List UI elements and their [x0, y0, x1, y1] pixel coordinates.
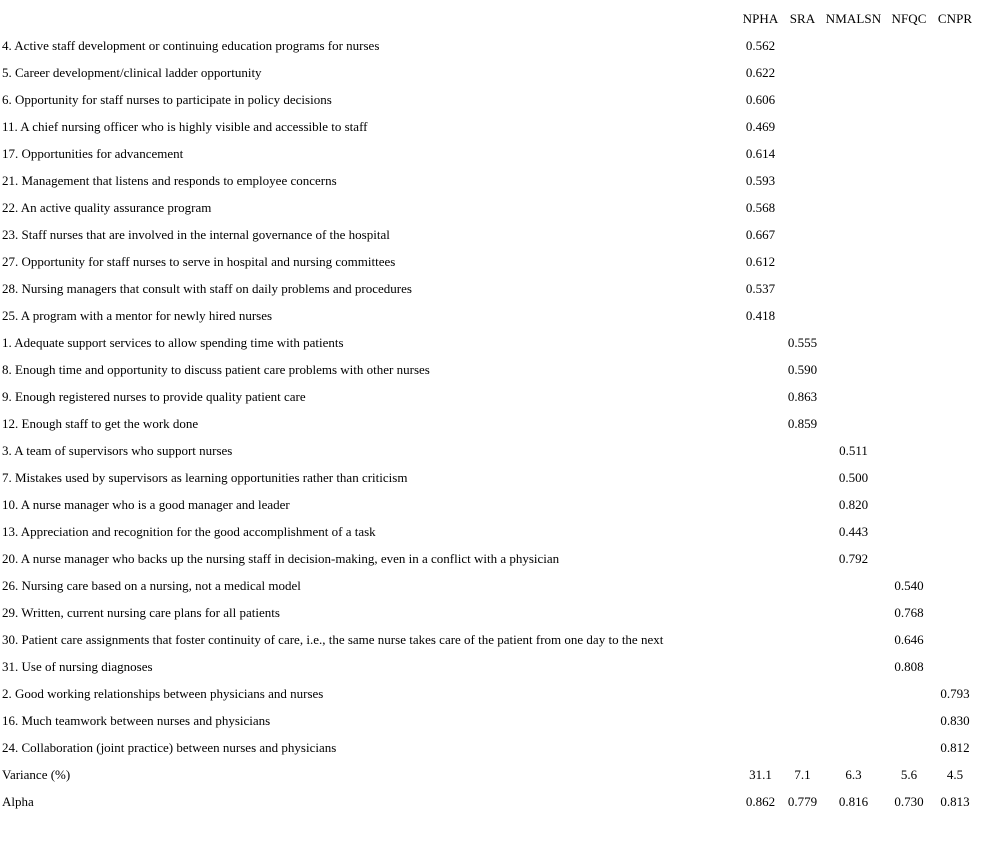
cell-nmalsn [821, 599, 886, 626]
cell-npha: 0.606 [745, 91, 776, 107]
cell-nfqc [886, 140, 932, 167]
cell-sra [784, 680, 821, 707]
cell-cnpr [932, 221, 978, 248]
cell-cnpr: 0.830 [940, 712, 970, 728]
cell-nfqc [886, 302, 932, 329]
cell-sra: 0.779 [787, 793, 818, 809]
cell-sra [784, 437, 821, 464]
table-row [2, 59, 978, 86]
row-label: 9. Enough registered nurses to provide quality patient care [2, 388, 306, 404]
cell-nfqc: 0.730 [894, 793, 924, 809]
cell-npha: 0.622 [745, 64, 776, 80]
cell-nmalsn [821, 680, 886, 707]
cell-cnpr [932, 167, 978, 194]
cell-nfqc [886, 680, 932, 707]
cell-cnpr [932, 626, 978, 653]
table-row [2, 86, 978, 113]
cell-nmalsn [821, 140, 886, 167]
cell-cnpr [932, 491, 978, 518]
table-row [2, 437, 978, 464]
table-row [2, 626, 978, 653]
cell-cnpr [932, 275, 978, 302]
cell-nmalsn [821, 248, 886, 275]
cell-cnpr [932, 464, 978, 491]
cell-nfqc [886, 491, 932, 518]
cell-cnpr: 4.5 [946, 766, 964, 782]
table-row [2, 383, 978, 410]
cell-cnpr: 0.813 [940, 793, 970, 809]
cell-cnpr [932, 140, 978, 167]
cell-nmalsn [821, 410, 886, 437]
table-row [2, 545, 978, 572]
cell-nmalsn [821, 383, 886, 410]
row-label: 28. Nursing managers that consult with staff on daily problems and procedures [2, 280, 412, 296]
cell-npha: 0.568 [745, 199, 776, 215]
cell-sra: 0.859 [787, 415, 818, 431]
cell-nfqc [886, 410, 932, 437]
cell-cnpr [932, 599, 978, 626]
cell-nmalsn: 0.820 [838, 496, 869, 512]
table-row [2, 32, 978, 59]
column-header-sra: SRA [789, 10, 816, 26]
cell-cnpr [932, 329, 978, 356]
cell-nfqc [886, 383, 932, 410]
cell-nfqc [886, 167, 932, 194]
cell-sra [784, 221, 821, 248]
row-label: 27. Opportunity for staff nurses to serve in hospital and nursing committees [2, 253, 396, 269]
table-row [2, 356, 978, 383]
row-label: 16. Much teamwork between nurses and physicians [2, 712, 271, 728]
cell-npha [737, 653, 784, 680]
cell-cnpr [932, 572, 978, 599]
row-label: 26. Nursing care based on a nursing, not a medical model [2, 577, 301, 593]
cell-nfqc [886, 275, 932, 302]
cell-nfqc [886, 437, 932, 464]
cell-cnpr [932, 545, 978, 572]
row-label: 7. Mistakes used by supervisors as learning opportunities rather than criticism [2, 469, 408, 485]
cell-nmalsn [821, 734, 886, 761]
cell-sra [784, 86, 821, 113]
cell-cnpr [932, 437, 978, 464]
cell-npha: 0.418 [745, 307, 776, 323]
cell-nfqc: 0.808 [894, 658, 924, 674]
cell-sra [784, 599, 821, 626]
cell-nfqc: 0.768 [894, 604, 924, 620]
table-row [2, 734, 978, 761]
row-label: 2. Good working relationships between physicians and nurses [2, 685, 324, 701]
table-body [2, 32, 978, 815]
row-label: Variance (%) [2, 766, 71, 782]
cell-npha: 0.562 [745, 37, 776, 53]
row-label: 1. Adequate support services to allow spending time with patients [2, 334, 344, 350]
cell-sra [784, 518, 821, 545]
row-label: 12. Enough staff to get the work done [2, 415, 199, 431]
cell-nfqc [886, 464, 932, 491]
cell-nmalsn [821, 167, 886, 194]
cell-sra [784, 32, 821, 59]
cell-sra [784, 194, 821, 221]
cell-nmalsn [821, 329, 886, 356]
row-label: 24. Collaboration (joint practice) between nurses and physicians [2, 739, 337, 755]
table-row [2, 140, 978, 167]
cell-sra [784, 491, 821, 518]
cell-sra [784, 653, 821, 680]
cell-nmalsn: 0.511 [839, 442, 868, 458]
table-row [2, 707, 978, 734]
table-row [2, 329, 978, 356]
table-row [2, 248, 978, 275]
cell-nfqc [886, 518, 932, 545]
cell-npha [737, 707, 784, 734]
cell-nmalsn [821, 356, 886, 383]
cell-npha [737, 572, 784, 599]
table-row [2, 302, 978, 329]
cell-nmalsn: 0.816 [838, 793, 869, 809]
cell-cnpr [932, 302, 978, 329]
cell-nfqc [886, 734, 932, 761]
cell-cnpr [932, 32, 978, 59]
cell-nfqc [886, 32, 932, 59]
row-label: 29. Written, current nursing care plans for all patients [2, 604, 280, 620]
cell-nmalsn [821, 653, 886, 680]
cell-cnpr [932, 518, 978, 545]
cell-npha [737, 680, 784, 707]
cell-nfqc [886, 248, 932, 275]
cell-nmalsn: 0.443 [838, 523, 869, 539]
cell-nmalsn [821, 221, 886, 248]
cell-sra [784, 302, 821, 329]
cell-npha: 0.614 [745, 145, 776, 161]
table-row [2, 410, 978, 437]
cell-nfqc [886, 194, 932, 221]
cell-nmalsn [821, 32, 886, 59]
cell-npha [737, 356, 784, 383]
row-label: 23. Staff nurses that are involved in the internal governance of the hospital [2, 226, 390, 242]
cell-nfqc [886, 59, 932, 86]
cell-cnpr [932, 653, 978, 680]
cell-npha [737, 599, 784, 626]
cell-nmalsn [821, 302, 886, 329]
cell-nmalsn: 6.3 [845, 766, 862, 782]
row-label: Alpha [2, 793, 34, 809]
row-label: 17. Opportunities for advancement [2, 145, 184, 161]
cell-nfqc: 5.6 [900, 766, 918, 782]
row-label: 31. Use of nursing diagnoses [2, 658, 153, 674]
cell-nfqc [886, 545, 932, 572]
column-header-cnpr: CNPR [937, 10, 973, 26]
cell-nfqc [886, 86, 932, 113]
row-label: 6. Opportunity for staff nurses to participate in policy decisions [2, 91, 332, 107]
cell-npha: 0.612 [745, 253, 776, 269]
row-label: 21. Management that listens and responds to employee concerns [2, 172, 337, 188]
cell-npha: 0.667 [745, 226, 776, 242]
cell-sra: 7.1 [794, 766, 811, 782]
cell-npha [737, 437, 784, 464]
cell-cnpr [932, 86, 978, 113]
cell-nfqc [886, 707, 932, 734]
cell-sra: 0.555 [787, 334, 818, 350]
header-row [2, 5, 978, 32]
cell-cnpr [932, 59, 978, 86]
cell-sra [784, 275, 821, 302]
cell-npha [737, 464, 784, 491]
table-row [2, 788, 978, 815]
cell-nfqc: 0.540 [894, 577, 924, 593]
cell-nfqc [886, 329, 932, 356]
table-row [2, 221, 978, 248]
row-label: 22. An active quality assurance program [2, 199, 212, 215]
cell-nfqc [886, 356, 932, 383]
cell-sra [784, 572, 821, 599]
cell-sra [784, 707, 821, 734]
cell-sra [784, 734, 821, 761]
row-label: 30. Patient care assignments that foster continuity of care, i.e., the same nurse takes care of the patient from one day to the next [2, 631, 664, 647]
table-row [2, 194, 978, 221]
cell-nmalsn [821, 113, 886, 140]
header-blank [2, 5, 737, 32]
table-row [2, 761, 978, 788]
row-label: 13. Appreciation and recognition for the good accomplishment of a task [2, 523, 376, 539]
row-label: 8. Enough time and opportunity to discuss patient care problems with other nurses [2, 361, 430, 377]
row-label: 20. A nurse manager who backs up the nursing staff in decision-making, even in a conflict with a physician [2, 550, 560, 566]
table-row [2, 653, 978, 680]
cell-nfqc: 0.646 [894, 631, 924, 647]
column-header-nfqc: NFQC [891, 10, 927, 26]
cell-npha: 0.537 [745, 280, 776, 296]
cell-nmalsn [821, 572, 886, 599]
table-row [2, 518, 978, 545]
cell-npha: 0.593 [745, 172, 776, 188]
table-row [2, 464, 978, 491]
row-label: 25. A program with a mentor for newly hired nurses [2, 307, 273, 323]
cell-sra [784, 464, 821, 491]
cell-sra [784, 59, 821, 86]
cell-nfqc [886, 113, 932, 140]
cell-npha [737, 734, 784, 761]
cell-nmalsn: 0.500 [838, 469, 869, 485]
cell-npha [737, 626, 784, 653]
cell-nmalsn [821, 86, 886, 113]
cell-cnpr [932, 194, 978, 221]
cell-sra: 0.863 [787, 388, 818, 404]
cell-cnpr [932, 356, 978, 383]
cell-npha [737, 329, 784, 356]
cell-npha: 31.1 [749, 766, 772, 782]
column-header-nmalsn: NMALSN [825, 10, 882, 26]
cell-npha [737, 383, 784, 410]
row-label: 11. A chief nursing officer who is highly visible and accessible to staff [2, 118, 368, 134]
table-row [2, 113, 978, 140]
cell-nmalsn [821, 707, 886, 734]
cell-sra [784, 140, 821, 167]
column-header-npha: NPHA [742, 10, 779, 26]
table-row [2, 599, 978, 626]
cell-sra [784, 113, 821, 140]
table-row [2, 680, 978, 707]
cell-sra [784, 545, 821, 572]
cell-npha: 0.469 [745, 118, 776, 134]
table-row [2, 491, 978, 518]
cell-sra [784, 626, 821, 653]
row-label: 5. Career development/clinical ladder opportunity [2, 64, 262, 80]
cell-cnpr [932, 113, 978, 140]
cell-npha [737, 410, 784, 437]
cell-cnpr [932, 248, 978, 275]
cell-sra [784, 248, 821, 275]
factor-loadings-table [2, 5, 978, 815]
table-row [2, 167, 978, 194]
row-label: 10. A nurse manager who is a good manager and leader [2, 496, 290, 512]
row-label: 3. A team of supervisors who support nurses [2, 442, 233, 458]
cell-nmalsn [821, 194, 886, 221]
table-row [2, 572, 978, 599]
cell-npha [737, 545, 784, 572]
cell-sra [784, 167, 821, 194]
cell-sra: 0.590 [787, 361, 818, 377]
cell-cnpr [932, 383, 978, 410]
cell-nmalsn: 0.792 [838, 550, 869, 566]
cell-npha: 0.862 [745, 793, 776, 809]
row-label: 4. Active staff development or continuing education programs for nurses [2, 37, 380, 53]
table-row [2, 275, 978, 302]
cell-nmalsn [821, 275, 886, 302]
cell-cnpr: 0.793 [940, 685, 970, 701]
cell-nmalsn [821, 626, 886, 653]
cell-nfqc [886, 221, 932, 248]
cell-nmalsn [821, 59, 886, 86]
cell-npha [737, 491, 784, 518]
cell-cnpr: 0.812 [940, 739, 970, 755]
cell-cnpr [932, 410, 978, 437]
cell-npha [737, 518, 784, 545]
